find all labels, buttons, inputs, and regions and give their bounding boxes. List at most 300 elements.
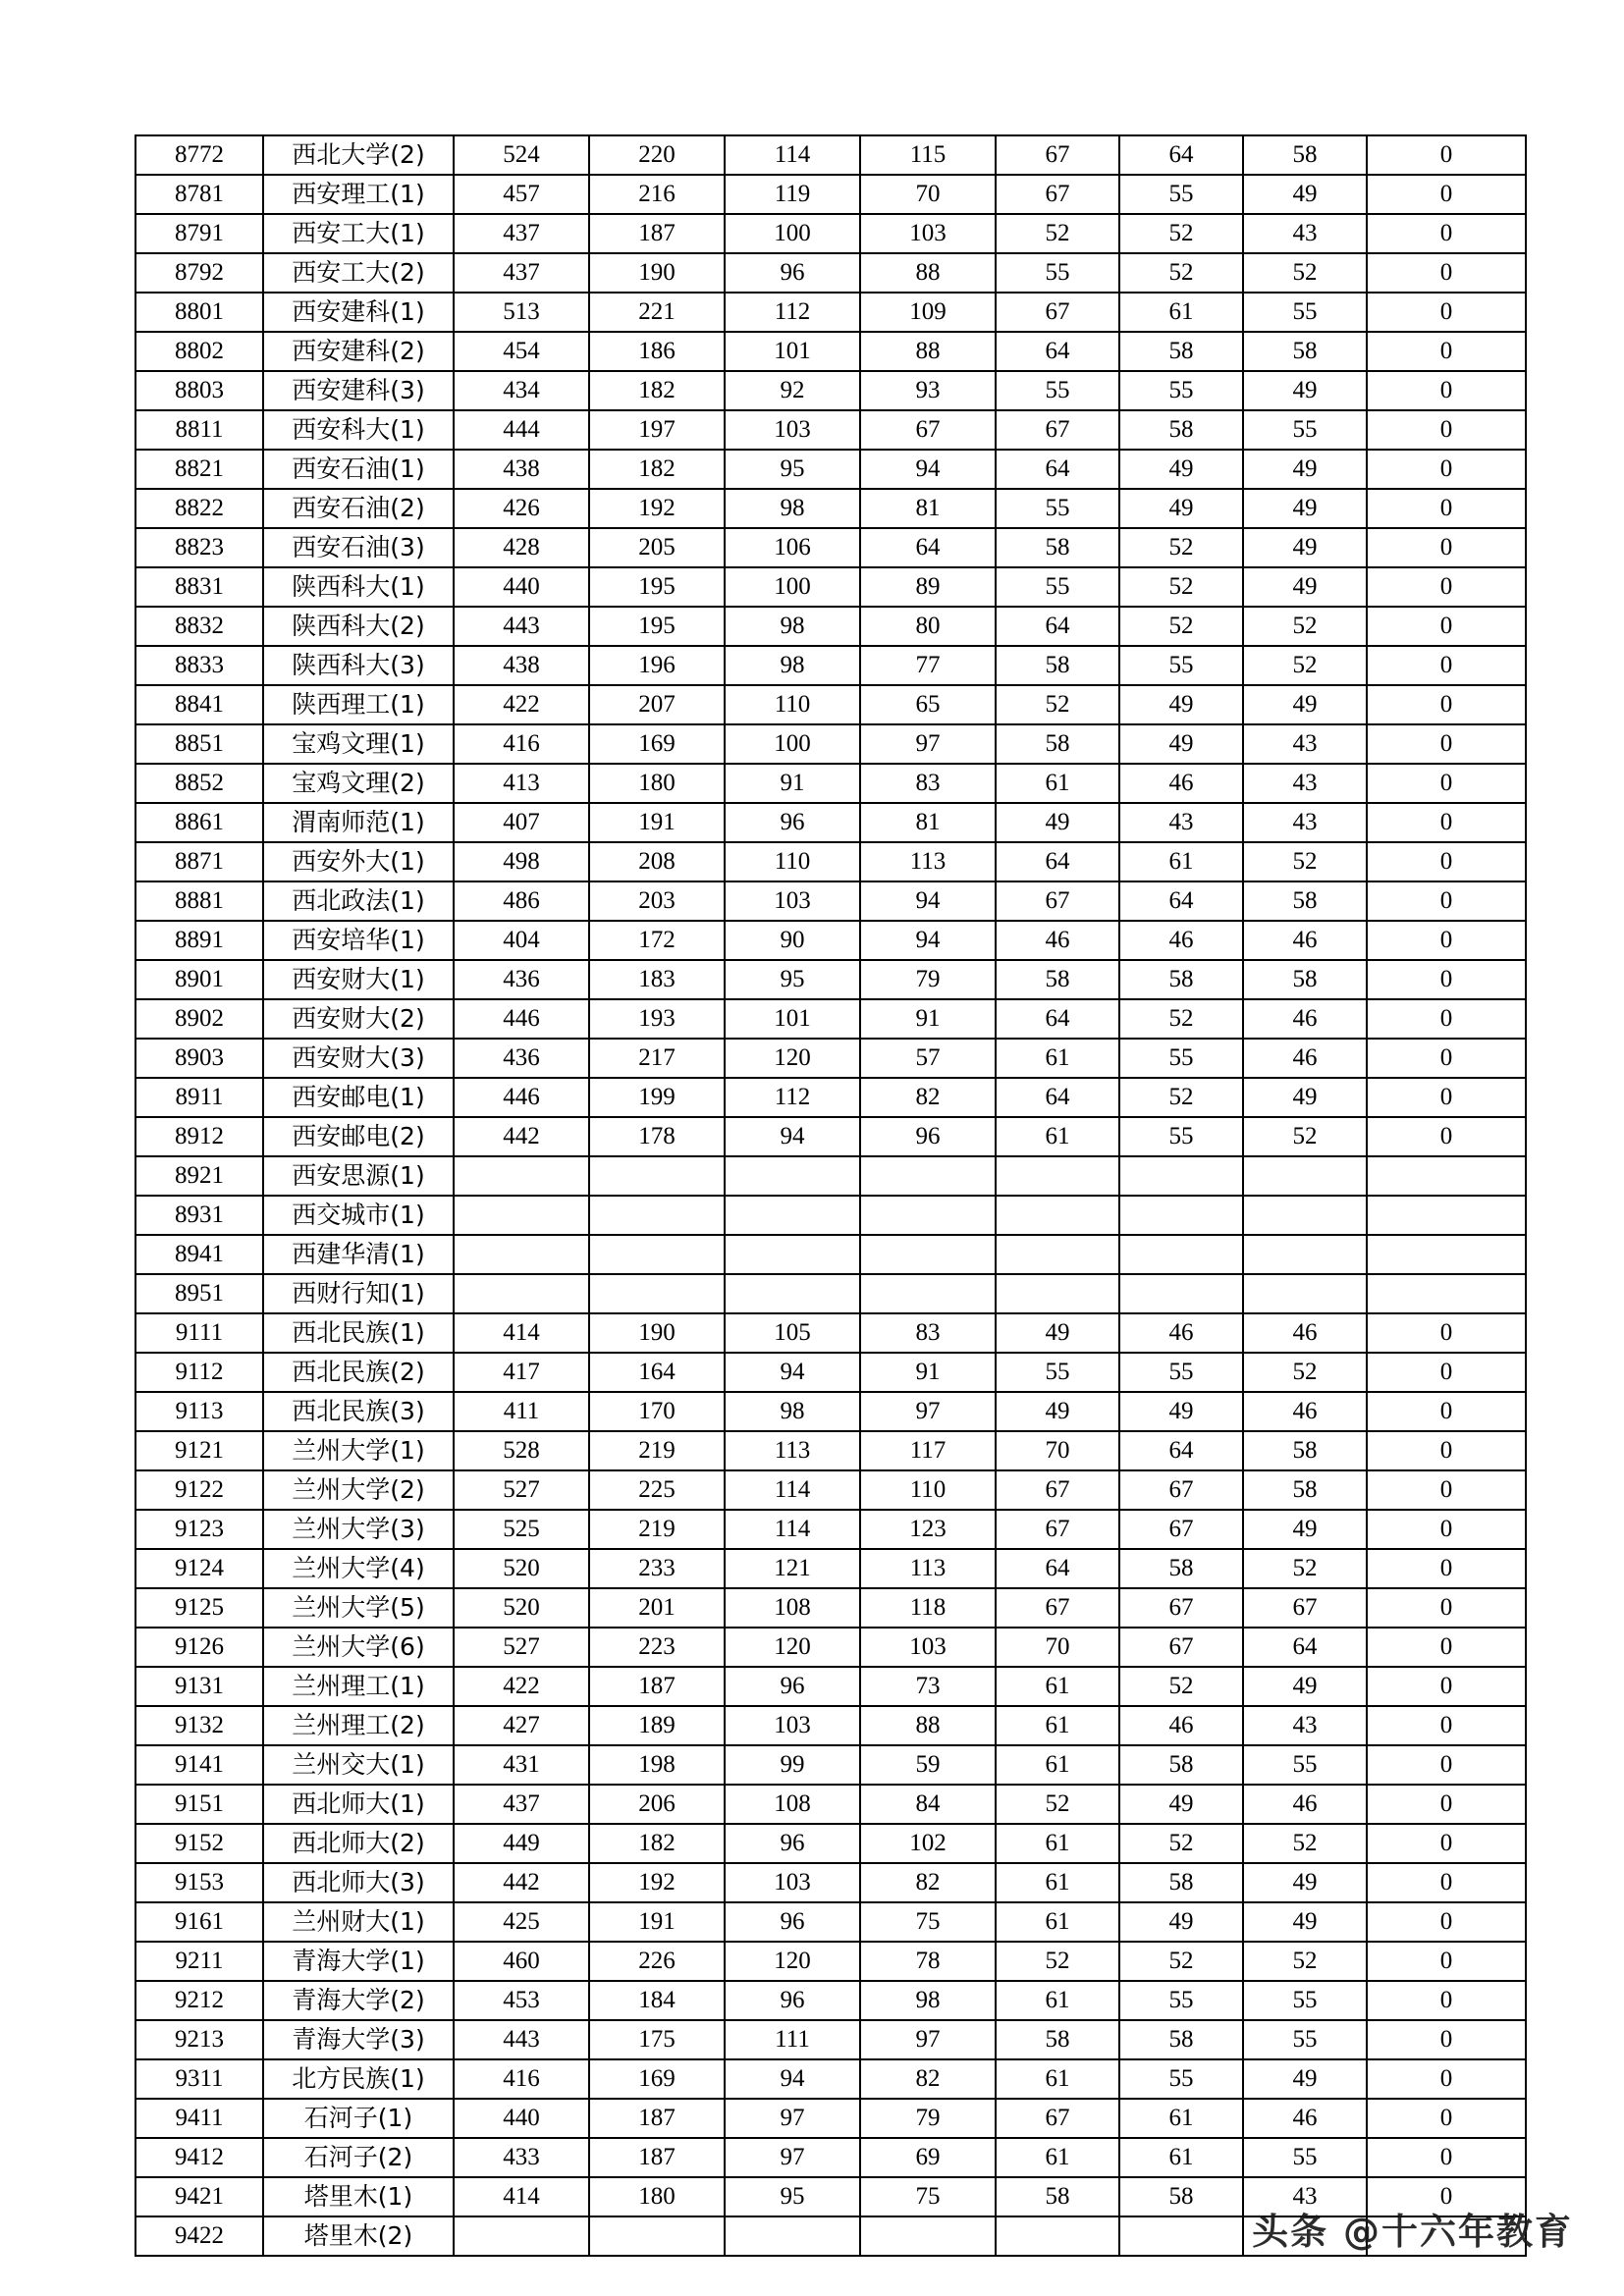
cell-total: 414 bbox=[454, 1313, 589, 1353]
cell-school-name: 青海大学(3) bbox=[263, 2020, 454, 2059]
cell-score-1: 226 bbox=[589, 1942, 725, 1981]
cell-score-7: 0 bbox=[1367, 2177, 1526, 2216]
cell-score-3: 82 bbox=[860, 1078, 996, 1117]
cell-score-6 bbox=[1243, 1156, 1367, 1196]
cell-school-name: 西交城市(1) bbox=[263, 1196, 454, 1235]
cell-school-code: 8792 bbox=[135, 253, 263, 293]
cell-score-6: 52 bbox=[1243, 253, 1367, 293]
cell-score-1: 220 bbox=[589, 135, 725, 175]
cell-score-6: 49 bbox=[1243, 1667, 1367, 1706]
cell-school-name: 西安石油(2) bbox=[263, 489, 454, 528]
table-row bbox=[135, 1196, 1526, 1235]
table-row bbox=[135, 1981, 1526, 2020]
cell-score-2: 112 bbox=[725, 293, 860, 332]
cell-score-6: 58 bbox=[1243, 1431, 1367, 1470]
cell-score-4: 67 bbox=[996, 881, 1119, 921]
cell-school-name: 西安建科(1) bbox=[263, 293, 454, 332]
cell-total: 437 bbox=[454, 1785, 589, 1824]
cell-school-code: 8802 bbox=[135, 332, 263, 371]
cell-score-6: 49 bbox=[1243, 528, 1367, 567]
table-row bbox=[135, 607, 1526, 646]
cell-score-1: 197 bbox=[589, 410, 725, 450]
cell-school-name: 石河子(1) bbox=[263, 2099, 454, 2138]
cell-score-4: 61 bbox=[996, 1039, 1119, 1078]
cell-score-5: 52 bbox=[1119, 1824, 1243, 1863]
cell-score-1: 225 bbox=[589, 1470, 725, 1510]
cell-score-3: 79 bbox=[860, 960, 996, 999]
cell-score-2: 96 bbox=[725, 803, 860, 842]
cell-score-6: 43 bbox=[1243, 724, 1367, 764]
cell-total: 449 bbox=[454, 1824, 589, 1863]
cell-school-code: 8951 bbox=[135, 1274, 263, 1313]
cell-total: 443 bbox=[454, 2020, 589, 2059]
score-table-container bbox=[135, 134, 1489, 2257]
table-row bbox=[135, 724, 1526, 764]
cell-score-5: 52 bbox=[1119, 999, 1243, 1039]
cell-score-6: 55 bbox=[1243, 293, 1367, 332]
cell-score-5: 58 bbox=[1119, 2020, 1243, 2059]
cell-score-7: 0 bbox=[1367, 1470, 1526, 1510]
cell-score-7: 0 bbox=[1367, 921, 1526, 960]
cell-score-5: 61 bbox=[1119, 2099, 1243, 2138]
cell-school-name: 西财行知(1) bbox=[263, 1274, 454, 1313]
cell-school-name: 西北师大(2) bbox=[263, 1824, 454, 1863]
cell-school-code: 8903 bbox=[135, 1039, 263, 1078]
cell-score-2: 90 bbox=[725, 921, 860, 960]
cell-score-2: 95 bbox=[725, 960, 860, 999]
cell-school-code: 9412 bbox=[135, 2138, 263, 2177]
cell-school-name: 陕西科大(2) bbox=[263, 607, 454, 646]
cell-total bbox=[454, 1156, 589, 1196]
table-row bbox=[135, 1431, 1526, 1470]
cell-school-name: 西北师大(1) bbox=[263, 1785, 454, 1824]
cell-score-7: 0 bbox=[1367, 528, 1526, 567]
cell-score-7: 0 bbox=[1367, 842, 1526, 881]
cell-score-5: 55 bbox=[1119, 1117, 1243, 1156]
cell-score-2 bbox=[725, 1235, 860, 1274]
cell-score-4 bbox=[996, 2216, 1119, 2256]
table-row bbox=[135, 253, 1526, 293]
table-row bbox=[135, 1785, 1526, 1824]
cell-score-3: 70 bbox=[860, 175, 996, 214]
cell-score-1: 178 bbox=[589, 1117, 725, 1156]
table-row bbox=[135, 332, 1526, 371]
cell-total: 528 bbox=[454, 1431, 589, 1470]
cell-score-5: 58 bbox=[1119, 1745, 1243, 1785]
cell-score-2: 96 bbox=[725, 253, 860, 293]
cell-total: 407 bbox=[454, 803, 589, 842]
cell-score-2: 106 bbox=[725, 528, 860, 567]
cell-school-code: 9153 bbox=[135, 1863, 263, 1902]
cell-score-5: 52 bbox=[1119, 214, 1243, 253]
cell-score-7: 0 bbox=[1367, 1549, 1526, 1588]
cell-total: 426 bbox=[454, 489, 589, 528]
cell-school-name: 陕西科大(3) bbox=[263, 646, 454, 685]
cell-school-name: 塔里木(1) bbox=[263, 2177, 454, 2216]
cell-score-1: 175 bbox=[589, 2020, 725, 2059]
cell-score-1: 190 bbox=[589, 253, 725, 293]
cell-score-2: 103 bbox=[725, 881, 860, 921]
cell-score-5: 67 bbox=[1119, 1628, 1243, 1667]
cell-score-3: 98 bbox=[860, 1981, 996, 2020]
table-row bbox=[135, 489, 1526, 528]
cell-score-3: 83 bbox=[860, 1313, 996, 1353]
cell-score-6: 52 bbox=[1243, 1117, 1367, 1156]
cell-score-4: 52 bbox=[996, 685, 1119, 724]
cell-score-1: 219 bbox=[589, 1510, 725, 1549]
cell-score-3 bbox=[860, 1156, 996, 1196]
cell-score-5 bbox=[1119, 1235, 1243, 1274]
cell-score-2: 113 bbox=[725, 1431, 860, 1470]
cell-score-1 bbox=[589, 2216, 725, 2256]
cell-score-3: 96 bbox=[860, 1117, 996, 1156]
cell-score-1: 207 bbox=[589, 685, 725, 724]
cell-score-2: 114 bbox=[725, 1470, 860, 1510]
cell-score-3 bbox=[860, 1196, 996, 1235]
cell-score-5: 67 bbox=[1119, 1510, 1243, 1549]
cell-score-1: 190 bbox=[589, 1313, 725, 1353]
cell-score-3: 81 bbox=[860, 489, 996, 528]
cell-total: 425 bbox=[454, 1902, 589, 1942]
cell-score-6: 55 bbox=[1243, 2020, 1367, 2059]
cell-score-6: 46 bbox=[1243, 1785, 1367, 1824]
cell-score-5: 52 bbox=[1119, 1667, 1243, 1706]
cell-total: 446 bbox=[454, 999, 589, 1039]
cell-score-6: 46 bbox=[1243, 999, 1367, 1039]
cell-score-6: 55 bbox=[1243, 1981, 1367, 2020]
cell-school-code: 8902 bbox=[135, 999, 263, 1039]
cell-school-name: 兰州交大(1) bbox=[263, 1745, 454, 1785]
cell-score-2: 100 bbox=[725, 567, 860, 607]
cell-score-1: 193 bbox=[589, 999, 725, 1039]
cell-school-name: 西安外大(1) bbox=[263, 842, 454, 881]
cell-score-5: 64 bbox=[1119, 1431, 1243, 1470]
cell-score-5: 55 bbox=[1119, 2059, 1243, 2099]
cell-total: 486 bbox=[454, 881, 589, 921]
cell-score-4: 46 bbox=[996, 921, 1119, 960]
cell-school-code: 8823 bbox=[135, 528, 263, 567]
cell-score-4: 61 bbox=[996, 1981, 1119, 2020]
table-row bbox=[135, 2020, 1526, 2059]
cell-score-3: 113 bbox=[860, 1549, 996, 1588]
cell-score-7 bbox=[1367, 1196, 1526, 1235]
cell-score-2: 108 bbox=[725, 1588, 860, 1628]
cell-score-2: 98 bbox=[725, 607, 860, 646]
cell-school-name: 西北政法(1) bbox=[263, 881, 454, 921]
table-row bbox=[135, 1588, 1526, 1628]
cell-score-3 bbox=[860, 1274, 996, 1313]
cell-score-1 bbox=[589, 1274, 725, 1313]
cell-total: 520 bbox=[454, 1549, 589, 1588]
cell-score-6: 58 bbox=[1243, 1470, 1367, 1510]
cell-score-4: 58 bbox=[996, 528, 1119, 567]
cell-score-3: 64 bbox=[860, 528, 996, 567]
cell-score-7: 0 bbox=[1367, 332, 1526, 371]
cell-score-6: 52 bbox=[1243, 1824, 1367, 1863]
cell-score-3: 78 bbox=[860, 1942, 996, 1981]
table-row bbox=[135, 921, 1526, 960]
cell-score-2 bbox=[725, 1274, 860, 1313]
cell-school-code: 8851 bbox=[135, 724, 263, 764]
cell-score-4: 49 bbox=[996, 803, 1119, 842]
table-row bbox=[135, 1078, 1526, 1117]
cell-score-2: 108 bbox=[725, 1785, 860, 1824]
cell-score-6: 49 bbox=[1243, 1902, 1367, 1942]
cell-school-code: 8801 bbox=[135, 293, 263, 332]
cell-score-4: 64 bbox=[996, 1549, 1119, 1588]
cell-score-7: 0 bbox=[1367, 1431, 1526, 1470]
cell-score-7: 0 bbox=[1367, 1667, 1526, 1706]
cell-score-7: 0 bbox=[1367, 2099, 1526, 2138]
cell-score-3: 93 bbox=[860, 371, 996, 410]
table-row bbox=[135, 371, 1526, 410]
cell-school-name: 西安科大(1) bbox=[263, 410, 454, 450]
cell-score-1: 187 bbox=[589, 1667, 725, 1706]
cell-score-1 bbox=[589, 1196, 725, 1235]
cell-score-2 bbox=[725, 1196, 860, 1235]
table-row bbox=[135, 2138, 1526, 2177]
cell-score-4: 61 bbox=[996, 1117, 1119, 1156]
table-row bbox=[135, 175, 1526, 214]
cell-total: 446 bbox=[454, 1078, 589, 1117]
cell-score-7: 0 bbox=[1367, 1039, 1526, 1078]
watermark-text: 头条 @十六年教育 bbox=[1252, 2211, 1573, 2253]
cell-score-7: 0 bbox=[1367, 2138, 1526, 2177]
cell-total: 411 bbox=[454, 1392, 589, 1431]
cell-score-2: 105 bbox=[725, 1313, 860, 1353]
table-row bbox=[135, 1039, 1526, 1078]
cell-score-5: 55 bbox=[1119, 1353, 1243, 1392]
cell-score-1: 182 bbox=[589, 1824, 725, 1863]
table-row bbox=[135, 1274, 1526, 1313]
cell-score-6: 55 bbox=[1243, 410, 1367, 450]
cell-score-4: 61 bbox=[996, 2138, 1119, 2177]
table-row bbox=[135, 1510, 1526, 1549]
cell-score-6: 64 bbox=[1243, 1628, 1367, 1667]
cell-score-2: 119 bbox=[725, 175, 860, 214]
cell-school-name: 西北民族(3) bbox=[263, 1392, 454, 1431]
cell-score-1: 217 bbox=[589, 1039, 725, 1078]
cell-school-name: 兰州大学(3) bbox=[263, 1510, 454, 1549]
table-row bbox=[135, 1392, 1526, 1431]
cell-score-3: 103 bbox=[860, 1628, 996, 1667]
cell-score-6: 52 bbox=[1243, 646, 1367, 685]
cell-score-5: 52 bbox=[1119, 1078, 1243, 1117]
cell-score-2: 91 bbox=[725, 764, 860, 803]
cell-score-5: 58 bbox=[1119, 1863, 1243, 1902]
cell-score-3: 88 bbox=[860, 332, 996, 371]
table-row bbox=[135, 1667, 1526, 1706]
cell-score-5: 67 bbox=[1119, 1588, 1243, 1628]
table-row bbox=[135, 1942, 1526, 1981]
cell-score-4: 61 bbox=[996, 2059, 1119, 2099]
cell-total: 442 bbox=[454, 1117, 589, 1156]
cell-total: 422 bbox=[454, 1667, 589, 1706]
cell-total: 454 bbox=[454, 332, 589, 371]
cell-score-1: 192 bbox=[589, 489, 725, 528]
table-row bbox=[135, 842, 1526, 881]
cell-score-7 bbox=[1367, 1235, 1526, 1274]
cell-score-3: 83 bbox=[860, 764, 996, 803]
cell-school-name: 兰州理工(2) bbox=[263, 1706, 454, 1745]
cell-score-2: 110 bbox=[725, 685, 860, 724]
cell-score-4: 58 bbox=[996, 2020, 1119, 2059]
cell-score-2: 103 bbox=[725, 1863, 860, 1902]
cell-school-code: 8911 bbox=[135, 1078, 263, 1117]
cell-score-1: 192 bbox=[589, 1863, 725, 1902]
cell-score-3: 117 bbox=[860, 1431, 996, 1470]
cell-school-code: 8891 bbox=[135, 921, 263, 960]
cell-score-7: 0 bbox=[1367, 764, 1526, 803]
cell-school-name: 渭南师范(1) bbox=[263, 803, 454, 842]
cell-score-5: 49 bbox=[1119, 1392, 1243, 1431]
cell-score-4: 64 bbox=[996, 999, 1119, 1039]
cell-total: 442 bbox=[454, 1863, 589, 1902]
cell-score-1: 189 bbox=[589, 1706, 725, 1745]
cell-school-name: 兰州大学(5) bbox=[263, 1588, 454, 1628]
cell-score-7: 0 bbox=[1367, 1117, 1526, 1156]
cell-score-4: 49 bbox=[996, 1392, 1119, 1431]
cell-school-code: 8772 bbox=[135, 135, 263, 175]
cell-score-3 bbox=[860, 1235, 996, 1274]
cell-score-6 bbox=[1243, 1235, 1367, 1274]
cell-score-1: 199 bbox=[589, 1078, 725, 1117]
cell-score-7: 0 bbox=[1367, 724, 1526, 764]
cell-school-code: 9151 bbox=[135, 1785, 263, 1824]
cell-score-2: 120 bbox=[725, 1039, 860, 1078]
cell-score-5: 58 bbox=[1119, 1549, 1243, 1588]
cell-score-2: 112 bbox=[725, 1078, 860, 1117]
cell-score-6: 58 bbox=[1243, 135, 1367, 175]
cell-school-name: 西北师大(3) bbox=[263, 1863, 454, 1902]
cell-score-3: 91 bbox=[860, 999, 996, 1039]
cell-score-7: 0 bbox=[1367, 1981, 1526, 2020]
cell-score-2: 94 bbox=[725, 1117, 860, 1156]
cell-score-3: 57 bbox=[860, 1039, 996, 1078]
cell-school-code: 8871 bbox=[135, 842, 263, 881]
cell-score-7: 0 bbox=[1367, 1313, 1526, 1353]
cell-score-3: 97 bbox=[860, 1392, 996, 1431]
cell-score-4 bbox=[996, 1274, 1119, 1313]
cell-school-code: 9131 bbox=[135, 1667, 263, 1706]
cell-school-code: 8841 bbox=[135, 685, 263, 724]
cell-score-2: 111 bbox=[725, 2020, 860, 2059]
cell-score-2: 121 bbox=[725, 1549, 860, 1588]
cell-score-6: 52 bbox=[1243, 1353, 1367, 1392]
cell-score-5: 49 bbox=[1119, 685, 1243, 724]
table-row bbox=[135, 2059, 1526, 2099]
cell-score-7: 0 bbox=[1367, 2059, 1526, 2099]
cell-score-4: 61 bbox=[996, 1745, 1119, 1785]
cell-score-4: 55 bbox=[996, 567, 1119, 607]
cell-score-1: 180 bbox=[589, 2177, 725, 2216]
cell-total: 460 bbox=[454, 1942, 589, 1981]
cell-score-6: 55 bbox=[1243, 2138, 1367, 2177]
cell-score-2: 95 bbox=[725, 450, 860, 489]
cell-score-3: 94 bbox=[860, 450, 996, 489]
cell-score-4 bbox=[996, 1196, 1119, 1235]
cell-score-4: 58 bbox=[996, 646, 1119, 685]
cell-score-7: 0 bbox=[1367, 1510, 1526, 1549]
cell-score-5: 58 bbox=[1119, 410, 1243, 450]
cell-score-1: 221 bbox=[589, 293, 725, 332]
cell-total: 498 bbox=[454, 842, 589, 881]
cell-school-code: 8912 bbox=[135, 1117, 263, 1156]
cell-score-3: 118 bbox=[860, 1588, 996, 1628]
cell-score-6: 49 bbox=[1243, 1863, 1367, 1902]
cell-score-5: 49 bbox=[1119, 724, 1243, 764]
cell-school-code: 9421 bbox=[135, 2177, 263, 2216]
cell-score-7: 0 bbox=[1367, 489, 1526, 528]
cell-score-2: 98 bbox=[725, 489, 860, 528]
cell-school-name: 西安理工(1) bbox=[263, 175, 454, 214]
cell-score-4: 58 bbox=[996, 724, 1119, 764]
cell-score-2: 100 bbox=[725, 724, 860, 764]
cell-score-3: 88 bbox=[860, 1706, 996, 1745]
table-row bbox=[135, 1549, 1526, 1588]
cell-score-4: 64 bbox=[996, 450, 1119, 489]
cell-score-7: 0 bbox=[1367, 1353, 1526, 1392]
cell-score-6: 43 bbox=[1243, 1706, 1367, 1745]
cell-score-3 bbox=[860, 2216, 996, 2256]
cell-total: 438 bbox=[454, 450, 589, 489]
cell-score-6: 49 bbox=[1243, 175, 1367, 214]
cell-school-name: 西安培华(1) bbox=[263, 921, 454, 960]
cell-score-3: 75 bbox=[860, 1902, 996, 1942]
cell-score-3: 103 bbox=[860, 214, 996, 253]
cell-total: 436 bbox=[454, 960, 589, 999]
cell-score-7: 0 bbox=[1367, 881, 1526, 921]
cell-total bbox=[454, 2216, 589, 2256]
cell-score-3: 67 bbox=[860, 410, 996, 450]
cell-score-6: 46 bbox=[1243, 1392, 1367, 1431]
cell-score-3: 110 bbox=[860, 1470, 996, 1510]
cell-score-6: 43 bbox=[1243, 764, 1367, 803]
cell-school-name: 西安财大(3) bbox=[263, 1039, 454, 1078]
table-row bbox=[135, 1235, 1526, 1274]
cell-score-4: 70 bbox=[996, 1628, 1119, 1667]
cell-school-code: 9113 bbox=[135, 1392, 263, 1431]
cell-total bbox=[454, 1196, 589, 1235]
table-row bbox=[135, 1745, 1526, 1785]
cell-score-2: 120 bbox=[725, 1628, 860, 1667]
cell-total: 437 bbox=[454, 253, 589, 293]
cell-score-4: 52 bbox=[996, 1942, 1119, 1981]
cell-score-5: 55 bbox=[1119, 646, 1243, 685]
cell-score-3: 123 bbox=[860, 1510, 996, 1549]
cell-score-7: 0 bbox=[1367, 803, 1526, 842]
cell-school-code: 8833 bbox=[135, 646, 263, 685]
cell-score-3: 94 bbox=[860, 921, 996, 960]
cell-score-3: 115 bbox=[860, 135, 996, 175]
cell-score-4: 55 bbox=[996, 253, 1119, 293]
table-row bbox=[135, 1824, 1526, 1863]
cell-school-name: 西北民族(2) bbox=[263, 1353, 454, 1392]
cell-score-3: 97 bbox=[860, 2020, 996, 2059]
cell-total: 436 bbox=[454, 1039, 589, 1078]
cell-score-1: 219 bbox=[589, 1431, 725, 1470]
cell-score-4 bbox=[996, 1235, 1119, 1274]
cell-score-7: 0 bbox=[1367, 567, 1526, 607]
cell-total: 404 bbox=[454, 921, 589, 960]
cell-total: 433 bbox=[454, 2138, 589, 2177]
cell-school-name: 西安建科(3) bbox=[263, 371, 454, 410]
cell-score-3: 65 bbox=[860, 685, 996, 724]
cell-score-1 bbox=[589, 1235, 725, 1274]
cell-school-code: 8821 bbox=[135, 450, 263, 489]
cell-score-7: 0 bbox=[1367, 253, 1526, 293]
cell-total: 413 bbox=[454, 764, 589, 803]
